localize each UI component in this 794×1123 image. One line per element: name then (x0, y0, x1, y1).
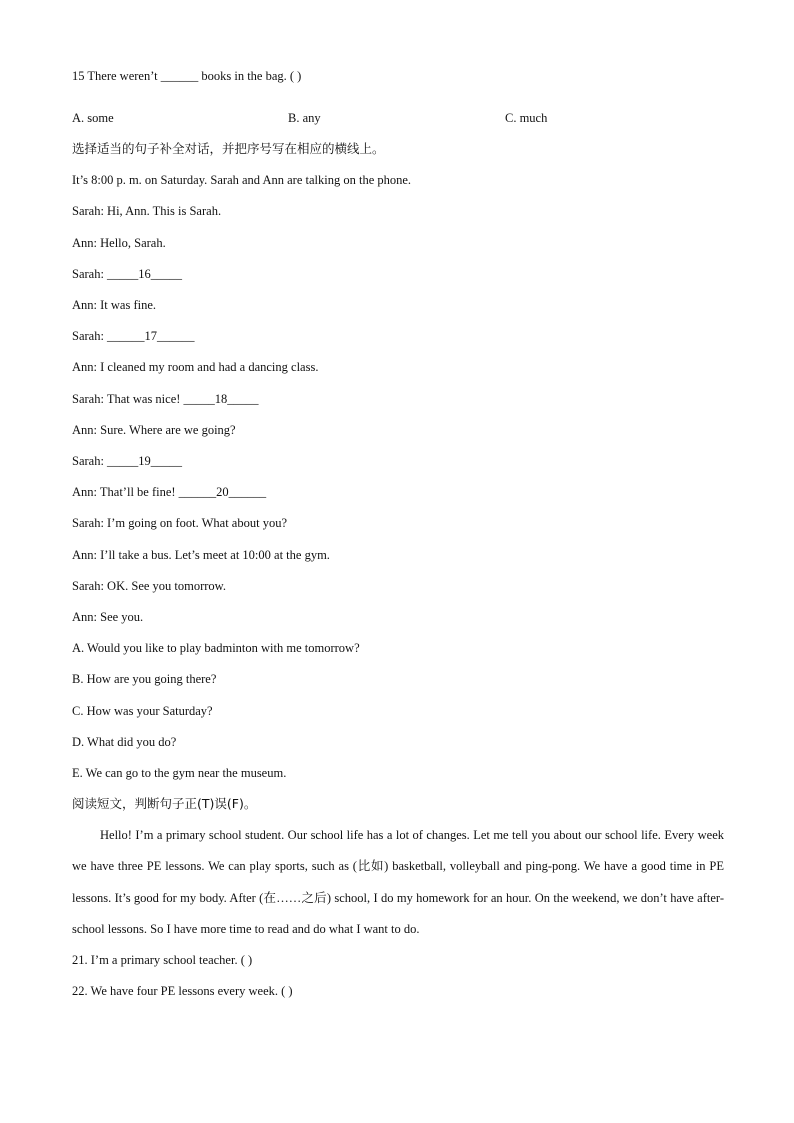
dialogue-line: Ann: Hello, Sarah. (72, 236, 166, 250)
choice-b: B. How are you going there? (72, 672, 217, 686)
choice-c: C. How was your Saturday? (72, 704, 213, 718)
dialogue-instruction: 选择适当的句子补全对话，并把序号写在相应的横线上。 (72, 141, 385, 156)
reading-passage-text: Hello! I’m a primary school student. Our school life has a lot of changes. Let me tell you about our school life. Every week we have three PE lessons. We can play sports, such as (比如) basketball, volleyball and ping-pong. We have a good time in PE lessons. It’s good for my body. After (在……之后) school, I do my homework for an hour. On the weekend, we don’t have after-school lessons. So I have more time to read and do what I want to do. (72, 828, 724, 936)
option-c: C. much (505, 111, 548, 125)
reading-passage (72, 820, 724, 945)
dialogue-line-blank-17: Sarah: ______17______ (72, 329, 195, 343)
dialogue-line: Ann: Sure. Where are we going? (72, 423, 236, 437)
dialogue-line-blank-16: Sarah: _____16_____ (72, 267, 183, 281)
dialogue-intro: It’s 8:00 p. m. on Saturday. Sarah and Ann are talking on the phone. (72, 173, 412, 187)
dialogue-line: Sarah: OK. See you tomorrow. (72, 579, 227, 593)
dialogue-line-blank-18: Sarah: That was nice! _____18_____ (72, 392, 259, 406)
option-a: A. some (72, 111, 114, 125)
question-22: 22. We have four PE lessons every week. ( ) (72, 984, 293, 998)
choice-e: E. We can go to the gym near the museum. (72, 766, 287, 780)
dialogue-line: Sarah: I’m going on foot. What about you? (72, 516, 288, 530)
dialogue-line: Ann: See you. (72, 610, 144, 624)
dialogue-line: Ann: I’ll take a bus. Let’s meet at 10:00 at the gym. (72, 548, 330, 562)
reading-instruction: 阅读短文，判断句子正(T)误(F)。 (72, 796, 257, 811)
dialogue-line: Sarah: Hi, Ann. This is Sarah. (72, 204, 222, 218)
dialogue-line-blank-20: Ann: That’ll be fine! ______20______ (72, 485, 267, 499)
dialogue-line-blank-19: Sarah: _____19_____ (72, 454, 183, 468)
question-15-stem: 15 There weren’t ______ books in the bag. ( ) (72, 69, 302, 83)
question-21: 21. I’m a primary school teacher. ( ) (72, 953, 253, 967)
dialogue-line: Ann: I cleaned my room and had a dancing class. (72, 360, 319, 374)
choice-a: A. Would you like to play badminton with me tomorrow? (72, 641, 360, 655)
option-b: B. any (288, 111, 321, 125)
dialogue-line: Ann: It was fine. (72, 298, 157, 312)
choice-d: D. What did you do? (72, 735, 177, 749)
